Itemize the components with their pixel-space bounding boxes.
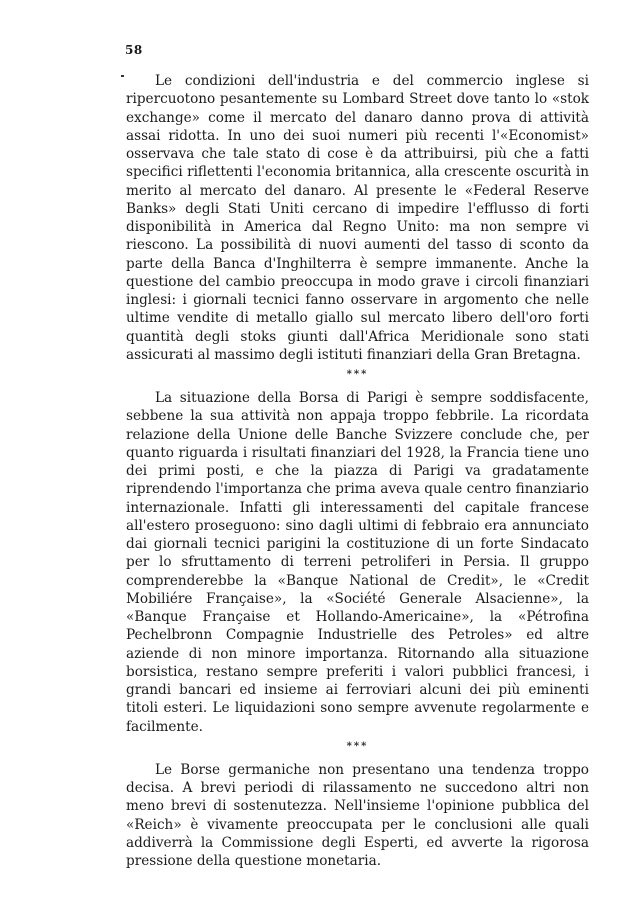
paragraph-germany: Le Borse germaniche non presentano una tendenza troppo decisa. A brevi periodi di rilassamento ne succedono altri non meno brevi di sostenutezza. Nell'insieme l'opinione pubblica del «Reich» è vivamente preoccupata per le conclusioni alle quali addiverrà la Commissione degli Esperti, ed avverte la rigorosa pressione della questione monetaria. [126,761,589,869]
margin-mark [121,75,124,77]
paragraph-paris: La situazione della Borsa di Parigi è sempre soddisfacente, sebbene la sua attività non appaja troppo febbrile. La ricordata relazione della Unione delle Banche Svizzere conclude che, per quanto riguarda i risultati finanziari del 1928, la Francia tiene uno dei primi posti, e che la piazza di Parigi va gradatamente riprendendo l'importanza che prima aveva quale centro finanziario internazionale. Infatti gli interessamenti del capitale francese all'estero proseguono: sino dagli ultimi di febbraio era annunciato dai giornali tecnici parigini la costituzione di un forte Sindacato per lo sfruttamento di terreni petroliferi in Persia. Il gruppo comprenderebbe la «Banque National de Credit», le «Credit Mobiliére Française», la «Société Generale Alsacienne», la «Banque Française et Hollando-Americaine», la «Pétrofina Pechelbronn Compagnie Industrielle des Petroles» ed altre aziende di non minore importanza. Ritornando alla situazione borsistica, restano sempre preferiti i valori pubblici francesi, i grandi bancari ed insieme ai ferroviari alcuni dei più eminenti titoli esteri. Le liquidazioni sono sempre avvenute regolarmente e facilmente. [126,390,589,735]
page-body [126,72,589,870]
section-separator: *** [346,740,369,752]
page-number: 58 [125,43,143,57]
section-separator: *** [346,369,369,380]
paragraph-london: Le condizioni dell'industria e del commercio inglese si ripercuotono pesantemente su Lombard Street dove tanto lo «stok exchange» come il mercato del danaro danno prova di attività assai ridotta. In uno dei suoi numeri più recenti l'«Economist» osservava che tale stato di cose è da attribuirsi, più che a fatti specifici riflettenti l'economia britannica, alla crescente oscurità in merito al mercato del danaro. Al presente le «Federal Reserve Banks» degli Stati Uniti cercano di impedire l'efflusso di forti disponibilità in America dal Regno Unito: ma non sempre vi riescono. La possibilità di nuovi aumenti del tasso di sconto da parte della Banca d'Inghilterra è sempre immanente. Anche la questione del cambio preoccupa in modo grave i circoli finanziari inglesi: i giornali tecnici fanno osservare in argomento che nelle ultime vendite di metallo giallo sul mercato libero dell'oro forti quantità degli stoks giunti dall'Africa Meridionale sono stati assicurati al massimo degli istituti finanziari della Gran Bretagna. [126,73,589,363]
